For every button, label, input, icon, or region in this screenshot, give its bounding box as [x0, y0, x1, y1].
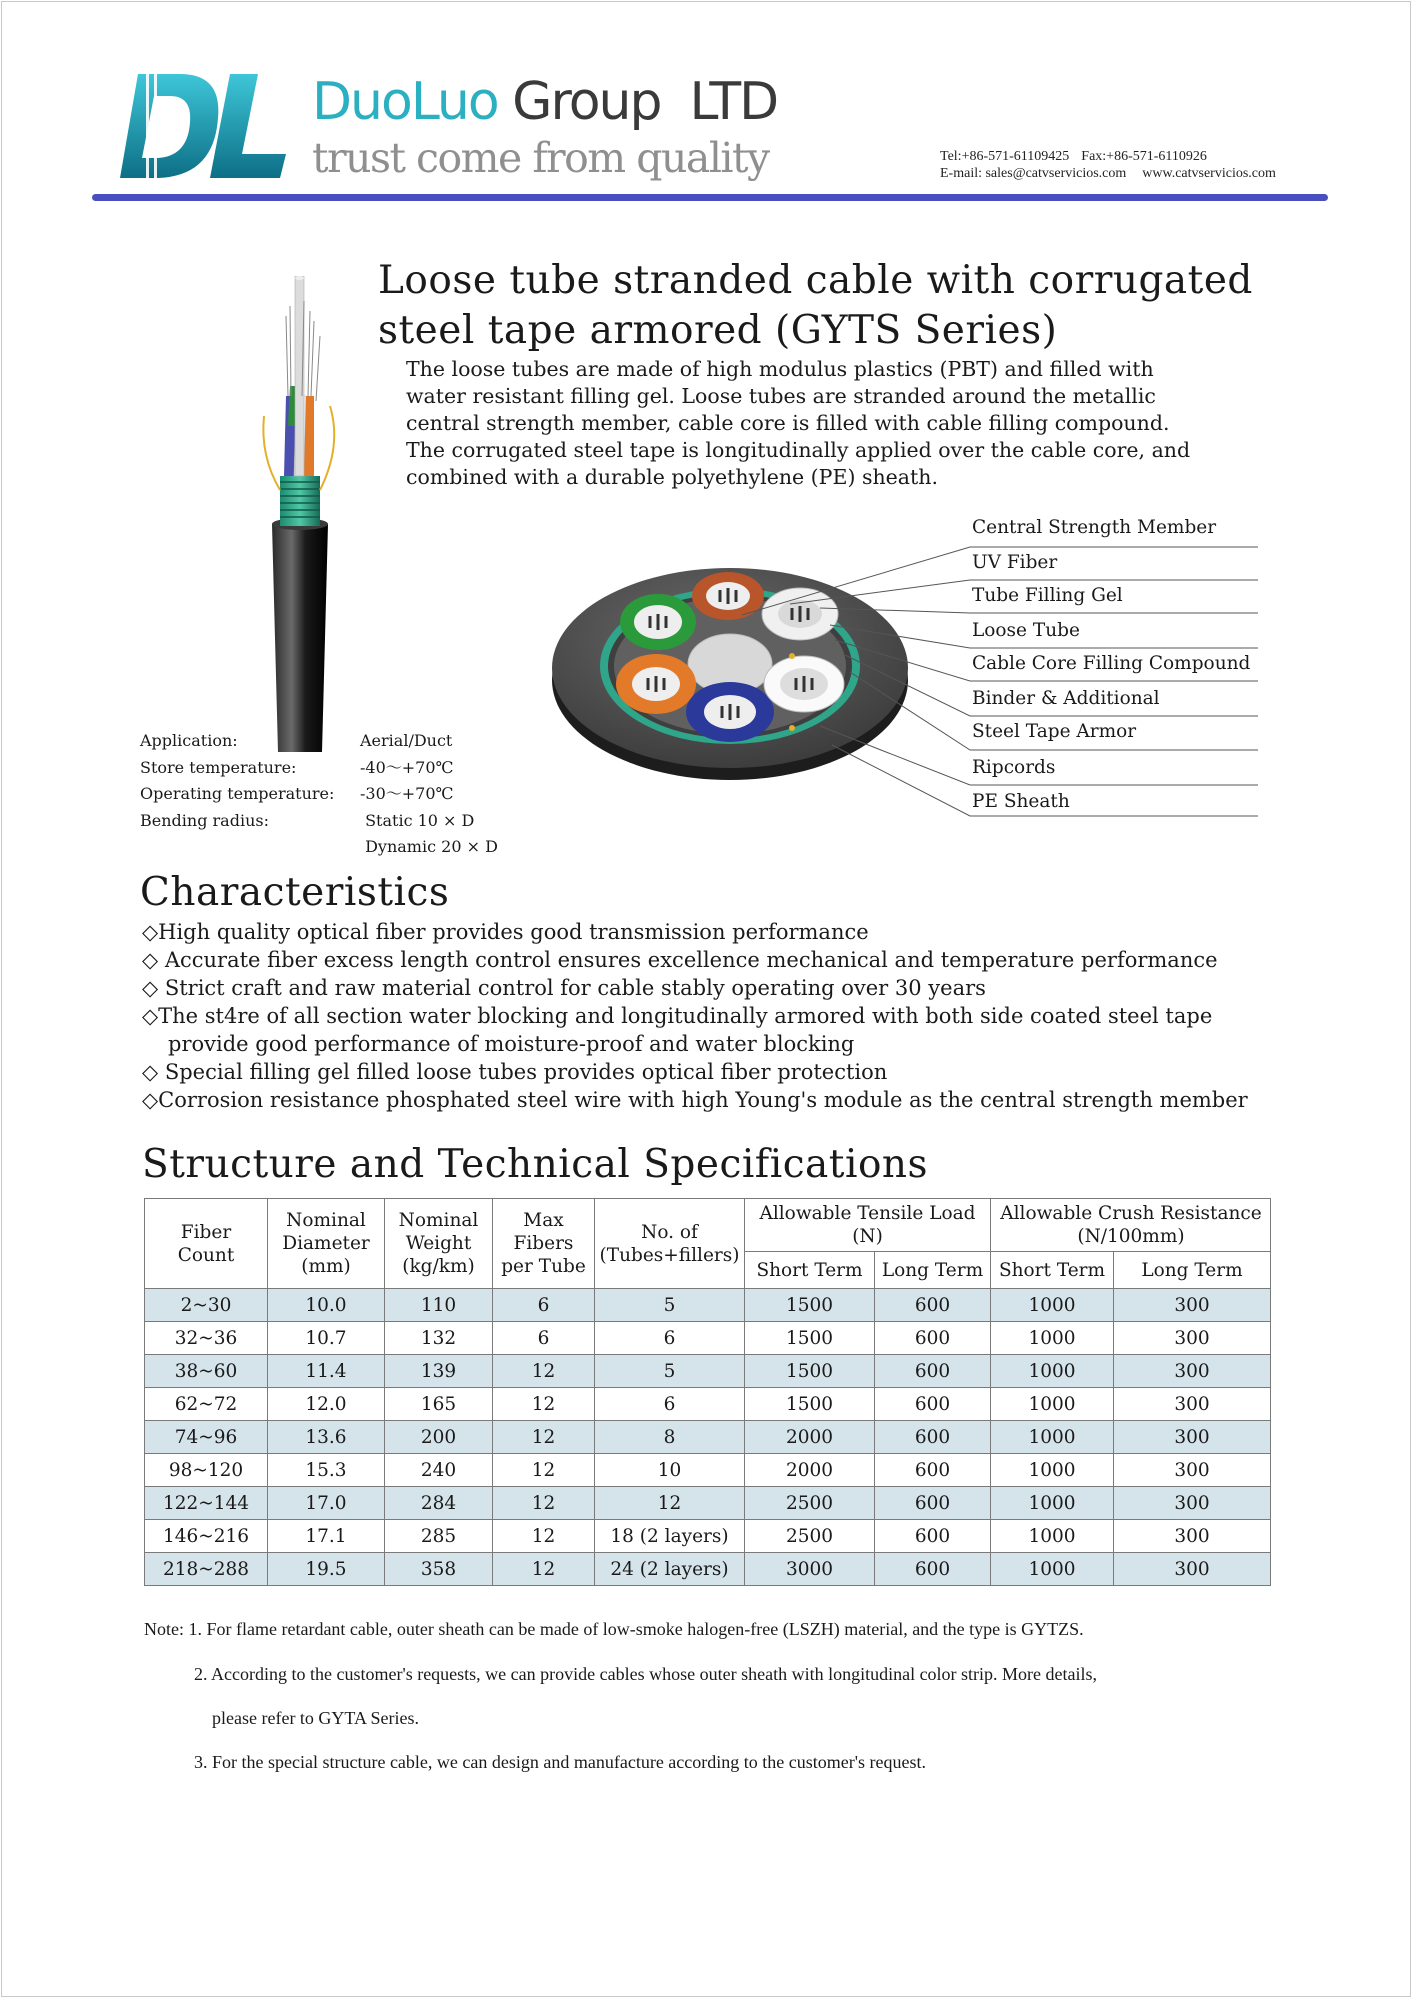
cell-fiber-count: 122~144 [145, 1487, 268, 1520]
list-item: ◇ Strict craft and raw material control for cable stably operating over 30 years [142, 976, 986, 1000]
contact-fax: Fax:+86-571-6110926 [1081, 149, 1207, 164]
callout-tube-filling-gel: Tube Filling Gel [972, 585, 1123, 606]
header-nominal-weight: Nominal Weight (kg/km) [385, 1199, 493, 1289]
cell-crush-short: 1000 [991, 1322, 1114, 1355]
intro-line: combined with a durable polyethylene (PE) sheath. [406, 465, 938, 489]
cell-tensile-long: 600 [875, 1520, 991, 1553]
contact-email: E-mail: sales@catvservicios.com [940, 166, 1127, 181]
cell-tensile-short: 1500 [745, 1388, 875, 1421]
cell-fiber-count: 218~288 [145, 1553, 268, 1586]
cell-weight: 132 [385, 1322, 493, 1355]
table-row [145, 1421, 1271, 1454]
cell-weight: 165 [385, 1388, 493, 1421]
property-value: Aerial/Duct [360, 731, 453, 750]
cell-tensile-short: 2000 [745, 1421, 875, 1454]
property-label: Bending radius: [140, 810, 269, 830]
property-label: Operating temperature: [140, 784, 335, 803]
contact-info [940, 148, 1276, 182]
cell-tubes: 5 [595, 1355, 745, 1388]
cell-tensile-short: 2500 [745, 1487, 875, 1520]
cell-tubes: 6 [595, 1322, 745, 1355]
header-crush-resistance: Allowable Crush Resistance (N/100mm) [991, 1199, 1271, 1252]
cell-crush-short: 1000 [991, 1388, 1114, 1421]
cell-max-fibers: 12 [493, 1553, 595, 1586]
cell-tensile-long: 600 [875, 1454, 991, 1487]
callout-loose-tube: Loose Tube [972, 620, 1080, 641]
table-row [145, 1322, 1271, 1355]
cell-fiber-count: 98~120 [145, 1454, 268, 1487]
callout-pe-sheath: PE Sheath [972, 791, 1070, 812]
table-row [145, 1553, 1271, 1586]
cell-tensile-long: 600 [875, 1355, 991, 1388]
cell-weight: 240 [385, 1454, 493, 1487]
characteristics-list [142, 918, 1342, 1114]
cell-crush-short: 1000 [991, 1355, 1114, 1388]
cell-tensile-long: 600 [875, 1487, 991, 1520]
cell-crush-short: 1000 [991, 1487, 1114, 1520]
header-crush-short-term: Short Term [991, 1252, 1114, 1289]
property-value: -30～+70℃ [360, 784, 454, 803]
cell-diameter: 17.0 [268, 1487, 385, 1520]
cell-tubes: 24 (2 layers) [595, 1553, 745, 1586]
callout-uv-fiber: UV Fiber [972, 552, 1058, 573]
cell-diameter: 15.3 [268, 1454, 385, 1487]
list-item-continuation: provide good performance of moisture-proof and water blocking [168, 1032, 855, 1056]
header-tubes: No. of (Tubes+fillers) [595, 1199, 745, 1289]
brand-part-1: DuoLuo [312, 72, 498, 132]
table-row [145, 1520, 1271, 1553]
table-row [145, 1388, 1271, 1421]
cell-crush-short: 1000 [991, 1289, 1114, 1322]
contact-tel: Tel:+86-571-61109425 [940, 149, 1070, 164]
product-title [378, 256, 1338, 356]
header-tensile-load: Allowable Tensile Load (N) [745, 1199, 991, 1252]
intro-line: The loose tubes are made of high modulus plastics (PBT) and filled with [406, 357, 1154, 381]
table-row [145, 1355, 1271, 1388]
table-row [145, 1487, 1271, 1520]
cell-crush-long: 300 [1114, 1388, 1271, 1421]
cell-tensile-long: 600 [875, 1388, 991, 1421]
table-row [145, 1289, 1271, 1322]
cell-tensile-long: 600 [875, 1421, 991, 1454]
note-1: Note: 1. For flame retardant cable, outer sheath can be made of low-smoke halogen-free (LSZH) material, and the type is GYTZS. [144, 1619, 1084, 1639]
header-tensile-long-term: Long Term [875, 1252, 991, 1289]
specs-heading: Structure and Technical Specifications [142, 1142, 929, 1187]
callout-cable-core-filling-compound: Cable Core Filling Compound [972, 653, 1251, 674]
property-label: Store temperature: [140, 757, 297, 777]
intro-line: The corrugated steel tape is longitudinally applied over the cable core, and [406, 438, 1191, 462]
cell-diameter: 10.7 [268, 1322, 385, 1355]
cell-diameter: 10.0 [268, 1289, 385, 1322]
property-row [140, 728, 498, 755]
header-tensile-short-term: Short Term [745, 1252, 875, 1289]
cell-diameter: 11.4 [268, 1355, 385, 1388]
property-row [140, 834, 498, 861]
cell-tensile-short: 2000 [745, 1454, 875, 1487]
cell-tensile-short: 1500 [745, 1289, 875, 1322]
header-fiber-count: Fiber Count [145, 1199, 268, 1289]
callout-binder: Binder & Additional [972, 688, 1160, 709]
cell-crush-long: 300 [1114, 1487, 1271, 1520]
callout-central-strength-member: Central Strength Member [972, 517, 1217, 538]
note-2-continuation: please refer to GYTA Series. [212, 1708, 419, 1728]
cell-fiber-count: 32~36 [145, 1322, 268, 1355]
cell-max-fibers: 12 [493, 1520, 595, 1553]
cell-tubes: 18 (2 layers) [595, 1520, 745, 1553]
cell-crush-long: 300 [1114, 1355, 1271, 1388]
contact-website: www.catvservicios.com [1142, 166, 1276, 181]
cell-crush-short: 1000 [991, 1553, 1114, 1586]
cable-properties [140, 728, 498, 861]
header-rule [92, 194, 1328, 201]
cell-max-fibers: 12 [493, 1388, 595, 1421]
callout-steel-tape-armor: Steel Tape Armor [972, 721, 1137, 742]
list-item: ◇ Special filling gel filled loose tubes provides optical fiber protection [142, 1060, 888, 1084]
list-item: ◇High quality optical fiber provides good transmission performance [142, 920, 869, 944]
cell-tensile-short: 3000 [745, 1553, 875, 1586]
property-row [140, 781, 498, 808]
cell-crush-short: 1000 [991, 1520, 1114, 1553]
characteristics-heading: Characteristics [140, 870, 450, 915]
cell-weight: 110 [385, 1289, 493, 1322]
cell-crush-short: 1000 [991, 1454, 1114, 1487]
cell-tubes: 6 [595, 1388, 745, 1421]
property-row [140, 808, 498, 835]
property-label [140, 834, 360, 861]
cell-fiber-count: 2~30 [145, 1289, 268, 1322]
cell-crush-long: 300 [1114, 1454, 1271, 1487]
cell-max-fibers: 12 [493, 1421, 595, 1454]
cell-max-fibers: 12 [493, 1487, 595, 1520]
brand-part-2: Group LTD [497, 72, 778, 132]
cell-tensile-long: 600 [875, 1553, 991, 1586]
cell-tubes: 8 [595, 1421, 745, 1454]
property-value: -40～+70℃ [360, 757, 454, 777]
specs-table-body [145, 1289, 1271, 1586]
note-3: 3. For the special structure cable, we can design and manufacture according to the customer's request. [194, 1752, 926, 1772]
header-max-fibers: Max Fibers per Tube [493, 1199, 595, 1289]
list-item: ◇The st4re of all section water blocking and longitudinally armored with both side coated steel tape [142, 1004, 1213, 1028]
brand-name [312, 72, 777, 132]
product-title-line-2: steel tape armored (GYTS Series) [378, 308, 1058, 353]
cable-cutaway-icon [250, 276, 350, 752]
cell-tensile-long: 600 [875, 1322, 991, 1355]
cell-crush-long: 300 [1114, 1421, 1271, 1454]
cell-tensile-long: 600 [875, 1289, 991, 1322]
cell-tensile-short: 2500 [745, 1520, 875, 1553]
cell-weight: 139 [385, 1355, 493, 1388]
cell-tensile-short: 1500 [745, 1322, 875, 1355]
brand-tagline: trust come from quality [312, 134, 769, 182]
specs-table [144, 1198, 1271, 1586]
property-label: Application: [140, 731, 238, 750]
cell-weight: 200 [385, 1421, 493, 1454]
cell-max-fibers: 12 [493, 1454, 595, 1487]
cell-weight: 358 [385, 1553, 493, 1586]
intro-line: central strength member, cable core is filled with cable filling compound. [406, 411, 1170, 435]
list-item: ◇Corrosion resistance phosphated steel wire with high Young's module as the central strength member [142, 1088, 1248, 1112]
cell-max-fibers: 12 [493, 1355, 595, 1388]
table-row [145, 1454, 1271, 1487]
header-crush-long-term: Long Term [1114, 1252, 1271, 1289]
callout-ripcords: Ripcords [972, 757, 1056, 778]
header-nominal-diameter: Nominal Diameter (mm) [268, 1199, 385, 1289]
cell-crush-long: 300 [1114, 1520, 1271, 1553]
cell-fiber-count: 38~60 [145, 1355, 268, 1388]
cell-crush-short: 1000 [991, 1421, 1114, 1454]
cell-tensile-short: 1500 [745, 1355, 875, 1388]
property-value: Static 10 × D [360, 810, 475, 830]
product-intro [406, 356, 1276, 491]
cell-crush-long: 300 [1114, 1322, 1271, 1355]
cell-diameter: 17.1 [268, 1520, 385, 1553]
cell-crush-long: 300 [1114, 1289, 1271, 1322]
cell-tubes: 12 [595, 1487, 745, 1520]
cell-max-fibers: 6 [493, 1322, 595, 1355]
dl-logo-icon [118, 66, 288, 186]
cell-diameter: 19.5 [268, 1553, 385, 1586]
cell-weight: 285 [385, 1520, 493, 1553]
cell-tubes: 10 [595, 1454, 745, 1487]
cell-weight: 284 [385, 1487, 493, 1520]
cell-max-fibers: 6 [493, 1289, 595, 1322]
property-value: Dynamic 20 × D [360, 837, 498, 856]
cell-fiber-count: 62~72 [145, 1388, 268, 1421]
cell-tubes: 5 [595, 1289, 745, 1322]
cable-cross-section-icon [548, 552, 912, 788]
product-title-line-1: Loose tube stranded cable with corrugated [378, 258, 1253, 303]
note-2: 2. According to the customer's requests, we can provide cables whose outer sheath with longitudinal color strip. More details, [194, 1664, 1098, 1684]
cell-diameter: 13.6 [268, 1421, 385, 1454]
cell-diameter: 12.0 [268, 1388, 385, 1421]
cell-fiber-count: 74~96 [145, 1421, 268, 1454]
cell-fiber-count: 146~216 [145, 1520, 268, 1553]
property-row [140, 755, 498, 782]
intro-line: water resistant filling gel. Loose tubes are stranded around the metallic [406, 384, 1156, 408]
list-item: ◇ Accurate fiber excess length control ensures excellence mechanical and temperature performance [142, 948, 1218, 972]
cell-crush-long: 300 [1114, 1553, 1271, 1586]
